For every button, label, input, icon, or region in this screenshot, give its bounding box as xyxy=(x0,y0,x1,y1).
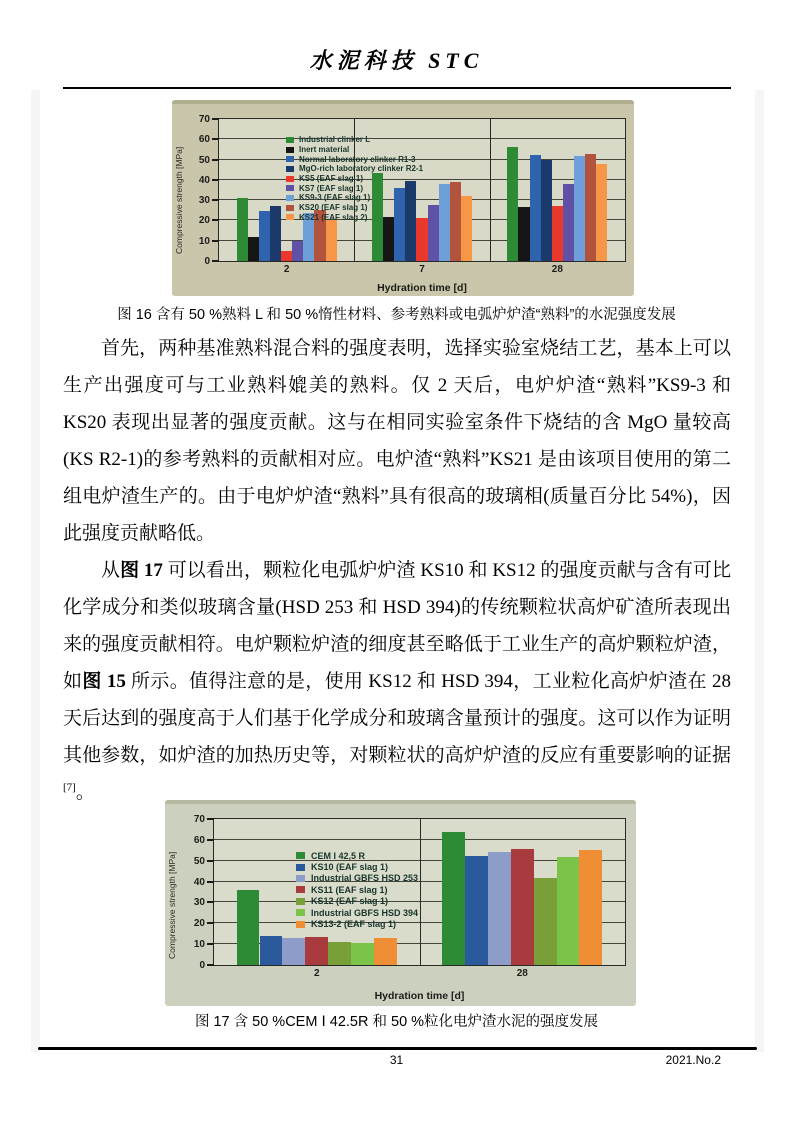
y-tick-60 xyxy=(207,839,214,841)
bar-industrial-gbfs-hsd-253-day-28 xyxy=(488,852,511,965)
legend-label: KS13-2 (EAF slag 1) xyxy=(311,919,397,930)
header-rule xyxy=(63,87,731,89)
y-tick-0 xyxy=(212,260,219,262)
legend-label: KS7 (EAF slag 1) xyxy=(299,183,364,193)
legend-item-normal-laboratory-clinker-r1-3 xyxy=(286,154,423,164)
legend-item-ks21-eaf-slag-2- xyxy=(286,213,423,223)
bar-inert-material-day-2 xyxy=(248,237,259,261)
bar-inert-material-day-7 xyxy=(383,217,394,261)
y-tick-label-70: 70 xyxy=(193,814,205,826)
figure-17-bar-chart xyxy=(165,800,636,1006)
figure-15-reference: 图 15 xyxy=(82,671,126,692)
y-tick-label-30: 30 xyxy=(193,897,205,909)
bar-normal-laboratory-clinker-r1-3-day-28 xyxy=(530,155,541,262)
legend-label: Industrial clinker L xyxy=(299,135,371,145)
bar-industrial-clinker-l-day-28 xyxy=(507,147,518,261)
legend-swatch xyxy=(296,875,305,882)
x-tick-label-28: 28 xyxy=(551,264,563,275)
legend-swatch xyxy=(286,176,294,182)
legend-swatch xyxy=(296,864,305,871)
figure-16-plot-area xyxy=(198,114,626,275)
legend-item-industrial-gbfs-hsd-394 xyxy=(296,907,418,918)
legend-item-ks5-eaf-slag-1- xyxy=(286,174,423,184)
bar-ks12-eaf-slag-1--day-2 xyxy=(328,942,351,965)
page-number: 31 xyxy=(389,1053,404,1067)
y-tick-40 xyxy=(207,881,214,883)
issue-label: 2021.No.2 xyxy=(665,1053,721,1067)
x-axis-title: Hydration time [d] xyxy=(374,990,465,1002)
y-tick-50 xyxy=(207,860,214,862)
legend-item-ks7-eaf-slag-1- xyxy=(286,183,423,193)
y-tick-60 xyxy=(212,138,219,140)
chart-legend xyxy=(286,135,423,222)
y-tick-label-60: 60 xyxy=(198,134,210,146)
legend-item-ks10-eaf-slag-1- xyxy=(296,861,418,872)
bar-ks7-eaf-slag-1--day-7 xyxy=(428,205,439,261)
y-tick-label-10: 10 xyxy=(198,235,210,247)
figure-17-reference: 图 17 xyxy=(120,560,163,581)
bar-ks21-eaf-slag-2--day-28 xyxy=(596,164,607,261)
y-tick-30 xyxy=(212,199,219,201)
paragraph-2-text: 从 xyxy=(101,560,121,581)
y-tick-label-20: 20 xyxy=(193,918,205,930)
paragraph-2 xyxy=(63,552,731,811)
bar-inert-material-day-28 xyxy=(518,207,529,261)
figure-16-bar-chart xyxy=(172,100,634,296)
x-tick-label-2: 2 xyxy=(313,968,320,979)
legend-label: MgO-rich laboratory clinker R2-1 xyxy=(299,164,424,174)
y-tick-50 xyxy=(212,159,219,161)
legend-swatch xyxy=(296,921,305,928)
y-tick-label-50: 50 xyxy=(198,154,210,166)
y-tick-20 xyxy=(207,922,214,924)
paragraph-1 xyxy=(63,330,731,552)
bar-mgo-rich-laboratory-clinker-r2-1-day-2 xyxy=(270,206,281,261)
legend-swatch xyxy=(286,156,294,162)
legend-swatch xyxy=(286,185,294,191)
x-tick-label-28: 28 xyxy=(516,968,528,979)
x-axis-title: Hydration time [d] xyxy=(377,282,467,294)
legend-label: Industrial GBFS HSD 253 xyxy=(311,873,419,884)
y-tick-70 xyxy=(207,818,214,820)
bar-ks20-eaf-slag-1--day-7 xyxy=(450,182,461,261)
bar-industrial-gbfs-hsd-253-day-2 xyxy=(282,938,305,965)
bar-ks20-eaf-slag-1--day-28 xyxy=(585,154,596,262)
bar-industrial-gbfs-hsd-394-day-28 xyxy=(557,857,580,965)
scan-edge-left xyxy=(31,90,40,1052)
bar-ks7-eaf-slag-1--day-28 xyxy=(563,184,574,261)
legend-swatch xyxy=(296,909,305,916)
bar-ks21-eaf-slag-2--day-7 xyxy=(461,196,472,261)
bar-industrial-clinker-l-day-2 xyxy=(237,198,248,261)
bar-ks12-eaf-slag-1--day-28 xyxy=(534,878,557,965)
y-tick-label-20: 20 xyxy=(198,215,210,227)
bar-ks5-eaf-slag-1--day-28 xyxy=(552,206,563,261)
figure-17-plot-area xyxy=(193,814,626,979)
journal-header-title: 水泥科技 STC xyxy=(309,48,484,73)
legend-item-ks12-eaf-slag-1- xyxy=(296,896,418,907)
bar-ks11-eaf-slag-1--day-2 xyxy=(305,937,328,965)
y-tick-label-0: 0 xyxy=(204,256,210,268)
x-tick-label-7: 7 xyxy=(419,264,425,275)
paragraph-2-text: 。 xyxy=(75,782,95,803)
y-tick-label-70: 70 xyxy=(198,114,210,126)
y-tick-label-60: 60 xyxy=(193,834,205,846)
y-axis-title: Compressive strength [MPa] xyxy=(167,851,177,959)
legend-item-ks13-2-eaf-slag-1- xyxy=(296,918,418,929)
paragraph-2-text: 可以看出，颗粒化电弧炉炉渣 KS10 和 KS12 的强度贡献与含有可比化学成分和类似玻璃含量(HSD 253 和 HSD 394)的传统颗粒状高炉矿渣所表现出来的强度贡献相符。电炉颗粒炉渣的细度甚至略低于工业生产的高炉颗粒炉渣，如 xyxy=(63,560,731,692)
legend-label: KS11 (EAF slag 1) xyxy=(311,884,388,895)
bar-ks9-3-eaf-slag-1--day-28 xyxy=(574,156,585,261)
y-tick-label-0: 0 xyxy=(199,960,205,972)
legend-swatch xyxy=(296,898,305,905)
bar-mgo-rich-laboratory-clinker-r2-1-day-28 xyxy=(541,160,552,261)
y-tick-70 xyxy=(212,118,219,120)
legend-item-industrial-clinker-l xyxy=(286,135,423,145)
bar-cem-i-42-5-r-day-28 xyxy=(442,832,465,965)
y-tick-label-10: 10 xyxy=(193,939,205,951)
y-tick-30 xyxy=(207,901,214,903)
legend-item-mgo-rich-laboratory-clinker-r2-1 xyxy=(286,164,423,174)
bar-ks10-eaf-slag-1--day-28 xyxy=(465,856,488,966)
bar-ks9-3-eaf-slag-1--day-7 xyxy=(439,184,450,261)
y-tick-label-40: 40 xyxy=(193,876,205,888)
legend-item-ks20-eaf-slag-1- xyxy=(286,203,423,213)
legend-label: KS9-3 (EAF slag 1) xyxy=(299,193,371,203)
bar-cem-i-42-5-r-day-2 xyxy=(237,890,260,965)
legend-label: Inert material xyxy=(299,145,350,155)
x-tick-label-2: 2 xyxy=(283,264,290,275)
legend-swatch xyxy=(286,214,294,220)
group-separator xyxy=(420,819,421,965)
legend-label: CEM I 42,5 R xyxy=(311,850,366,861)
y-tick-0 xyxy=(207,964,214,966)
bar-ks11-eaf-slag-1--day-28 xyxy=(511,849,534,965)
y-tick-label-30: 30 xyxy=(198,195,210,207)
footer-rule xyxy=(38,1047,757,1050)
legend-swatch xyxy=(286,137,294,143)
bar-ks5-eaf-slag-1--day-2 xyxy=(281,251,292,261)
legend-item-industrial-gbfs-hsd-253 xyxy=(296,873,418,884)
paragraph-1-text: 首先，两种基准熟料混合料的强度表明，选择实验室烧结工艺，基本上可以生产出强度可与工业熟料媲美的熟料。仅 2 天后，电炉炉渣“熟料”KS9-3 和 KS20 表现出显著的强度贡献。这与在相同实验室条件下烧结的含 MgO 量较高(KS R2-1)的参考熟料的贡献相对应。电炉渣“熟料”KS21 是由该项目使用的第二组电炉渣生产的。由于电炉炉渣“熟料”具有很高的玻璃相(质量百分比 54%)，因此强度贡献略低。 xyxy=(63,338,731,544)
scan-edge-right xyxy=(755,90,764,1052)
legend-item-ks11-eaf-slag-1- xyxy=(296,884,418,895)
bar-ks13-2-eaf-slag-1--day-2 xyxy=(374,938,397,965)
y-tick-40 xyxy=(212,179,219,181)
legend-label: KS12 (EAF slag 1) xyxy=(311,896,389,907)
legend-swatch xyxy=(296,852,305,859)
bar-industrial-gbfs-hsd-394-day-2 xyxy=(351,943,374,965)
chart-legend xyxy=(296,850,418,930)
legend-swatch xyxy=(286,195,294,201)
legend-swatch xyxy=(286,147,294,153)
bar-ks21-eaf-slag-2--day-2 xyxy=(326,220,337,261)
legend-label: Industrial GBFS HSD 394 xyxy=(311,907,419,918)
legend-swatch xyxy=(286,166,294,172)
body-text xyxy=(63,330,731,811)
y-tick-20 xyxy=(212,219,219,221)
legend-label: Normal laboratory clinker R1-3 xyxy=(299,154,416,164)
y-tick-10 xyxy=(212,240,219,242)
y-tick-label-40: 40 xyxy=(198,174,210,186)
legend-item-inert-material xyxy=(286,145,423,155)
legend-label: KS21 (EAF slag 2) xyxy=(299,212,368,222)
figure-16-caption: 图 16 含有 50 %熟料 L 和 50 %惰性材料、参考熟料或电弧炉炉渣“熟料”的水泥强度发展 xyxy=(117,307,676,323)
legend-swatch xyxy=(296,886,305,893)
bar-ks10-eaf-slag-1--day-2 xyxy=(260,936,283,965)
bar-ks5-eaf-slag-1--day-7 xyxy=(416,218,427,261)
legend-label: KS5 (EAF slag 1) xyxy=(299,174,364,184)
citation-7-superscript: [7] xyxy=(63,781,76,794)
paragraph-2-text: 所示。值得注意的是，使用 KS12 和 HSD 394，工业粒化高炉炉渣在 28 天后达到的强度高于人们基于化学成分和玻璃含量预计的强度。这可以作为证明其他参数，如炉渣的加热历史等，对颗粒状的高炉炉渣的反应有重要影响的证据 xyxy=(63,671,731,766)
figure-17-caption: 图 17 含 50 %CEM Ⅰ 42.5R 和 50 %粒化电炉渣水泥的强度发展 xyxy=(194,1014,599,1030)
legend-swatch xyxy=(286,205,294,211)
bar-ks7-eaf-slag-1--day-2 xyxy=(292,241,303,261)
legend-label: KS10 (EAF slag 1) xyxy=(311,862,389,873)
legend-item-cem-i-42-5-r xyxy=(296,850,418,861)
y-tick-10 xyxy=(207,943,214,945)
legend-label: KS20 (EAF slag 1) xyxy=(299,203,368,213)
legend-item-ks9-3-eaf-slag-1- xyxy=(286,193,423,203)
y-axis-title: Compressive strength [MPa] xyxy=(174,146,184,254)
bar-ks13-2-eaf-slag-1--day-28 xyxy=(579,850,602,965)
group-separator xyxy=(490,119,491,261)
y-tick-label-50: 50 xyxy=(193,855,205,867)
bar-normal-laboratory-clinker-r1-3-day-2 xyxy=(259,211,270,261)
